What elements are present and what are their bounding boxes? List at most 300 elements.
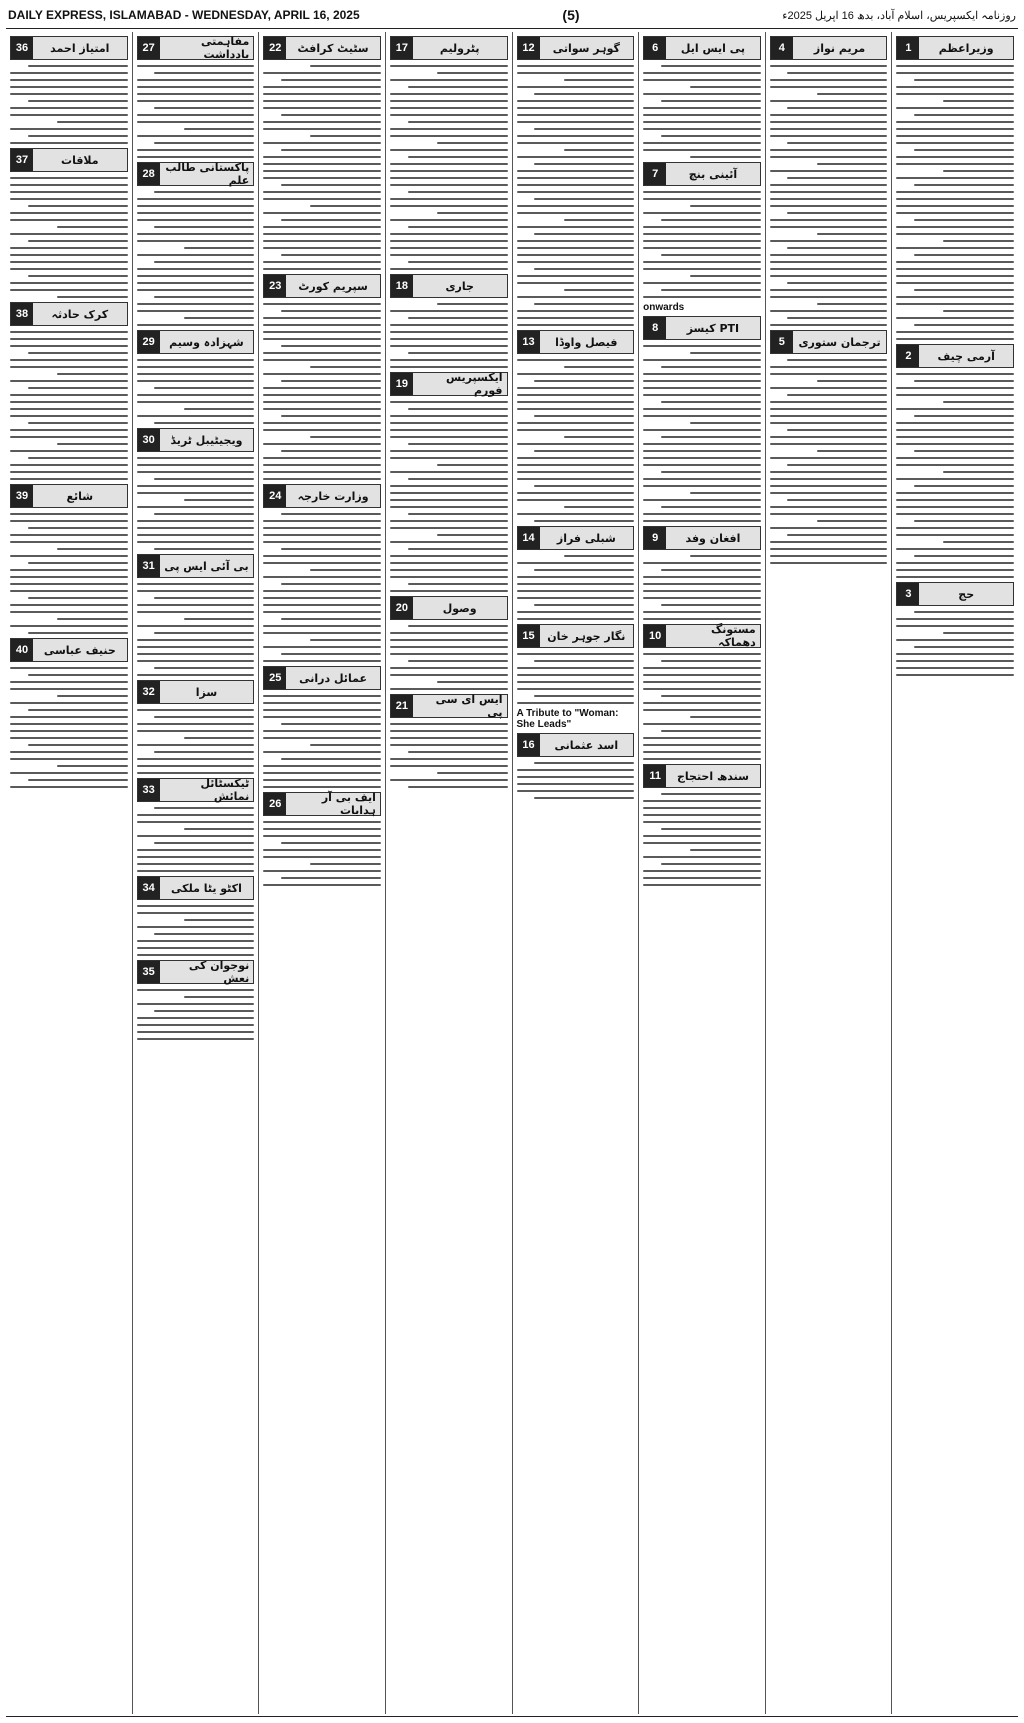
text-line [390, 219, 508, 221]
text-line [896, 233, 1014, 235]
text-line [643, 93, 761, 95]
text-line [517, 471, 635, 473]
news-column [6, 32, 132, 1714]
text-line [263, 429, 381, 431]
text-line [517, 121, 635, 123]
text-line [263, 632, 381, 634]
text-line [137, 254, 255, 256]
story-title: فیصل واوڈا [555, 335, 618, 349]
text-line [770, 240, 888, 242]
story-number-badge: 34 [138, 877, 160, 899]
text-line [896, 429, 1014, 431]
text-line [10, 408, 128, 410]
text-line [390, 730, 508, 732]
text-line [896, 443, 1014, 445]
text-line [263, 198, 381, 200]
text-line [770, 191, 888, 193]
text-line [281, 380, 381, 382]
text-line [787, 72, 887, 74]
masthead-urdu-dateline: روزنامہ ایکسپریس، اسلام آباد، بدھ 16 اپریل 2025ء [782, 9, 1016, 22]
text-line [137, 233, 255, 235]
story-title: گوہر سواتی [552, 41, 620, 55]
story-title: نگار جوہر خان [547, 629, 626, 643]
text-line [914, 79, 1014, 81]
text-line [10, 415, 128, 417]
news-story [263, 484, 381, 662]
text-line [817, 303, 888, 305]
text-line [154, 72, 254, 74]
text-line [281, 114, 381, 116]
text-line [643, 233, 761, 235]
text-line [137, 870, 255, 872]
text-line [390, 457, 508, 459]
story-heading [517, 624, 635, 648]
text-line [643, 877, 761, 879]
text-line [896, 247, 1014, 249]
text-line [517, 667, 635, 669]
text-line [517, 464, 635, 466]
text-line [28, 562, 128, 564]
text-line [390, 170, 508, 172]
text-line [643, 807, 761, 809]
text-line [390, 674, 508, 676]
text-line [437, 772, 508, 774]
news-story [263, 36, 381, 270]
text-line [896, 464, 1014, 466]
news-story [390, 596, 508, 690]
text-line [263, 107, 381, 109]
text-line [896, 639, 1014, 641]
news-story [10, 484, 128, 634]
news-story [643, 162, 761, 298]
text-line [770, 366, 888, 368]
text-line [137, 520, 255, 522]
story-number-badge: 15 [518, 625, 540, 647]
english-word: onwards [643, 302, 685, 313]
story-number-badge: 36 [11, 37, 33, 59]
story-body-text [896, 371, 1014, 578]
story-title: پی ایس ایل [680, 41, 745, 55]
text-line [281, 842, 381, 844]
text-line [914, 114, 1014, 116]
text-line [643, 597, 761, 599]
text-line [643, 520, 761, 522]
news-story [770, 330, 888, 564]
text-line [10, 534, 128, 536]
text-line [517, 401, 635, 403]
text-line [896, 576, 1014, 578]
text-line [770, 79, 888, 81]
text-line [184, 499, 255, 501]
story-number-badge: 27 [138, 37, 160, 59]
text-line [310, 65, 381, 67]
text-line [10, 464, 128, 466]
story-body-text [10, 329, 128, 480]
text-line [643, 443, 761, 445]
story-body-text [517, 63, 635, 326]
story-body-text [390, 399, 508, 592]
story-heading [643, 764, 761, 788]
text-line [390, 569, 508, 571]
text-line [184, 737, 255, 739]
text-line [10, 688, 128, 690]
text-line [281, 254, 381, 256]
text-line [263, 128, 381, 130]
text-line [10, 786, 128, 788]
text-line [390, 576, 508, 578]
text-line [310, 639, 381, 641]
text-line [517, 422, 635, 424]
text-line [10, 380, 128, 382]
text-line [896, 317, 1014, 319]
text-line [643, 345, 761, 347]
story-title: حج [958, 587, 975, 601]
text-line [28, 65, 128, 67]
text-line [770, 114, 888, 116]
story-body-text [137, 455, 255, 550]
story-title: وزارت خارجہ [297, 489, 369, 503]
text-line [28, 352, 128, 354]
text-line [28, 597, 128, 599]
text-line [137, 912, 255, 914]
text-line [263, 849, 381, 851]
text-line [10, 772, 128, 774]
text-line [643, 499, 761, 501]
text-line [817, 93, 888, 95]
text-line [564, 366, 635, 368]
text-line [896, 338, 1014, 340]
text-line [896, 457, 1014, 459]
text-line [137, 303, 255, 305]
text-line [564, 555, 635, 557]
text-line [263, 541, 381, 543]
story-heading [10, 638, 128, 662]
text-line [10, 268, 128, 270]
text-line [661, 100, 761, 102]
story-title: مریم نواز [813, 41, 866, 55]
story-heading [517, 733, 635, 757]
text-line [263, 226, 381, 228]
text-line [661, 135, 761, 137]
text-line [643, 79, 761, 81]
story-heading [263, 274, 381, 298]
text-line [534, 380, 634, 382]
text-line [661, 793, 761, 795]
text-line [281, 877, 381, 879]
text-line [137, 394, 255, 396]
text-line [137, 310, 255, 312]
news-story [263, 792, 381, 886]
text-line [770, 548, 888, 550]
story-number-badge: 21 [391, 695, 413, 717]
text-line [770, 373, 888, 375]
text-line [896, 387, 1014, 389]
text-line [517, 394, 635, 396]
story-number-badge: 2 [897, 345, 919, 367]
text-line [263, 191, 381, 193]
text-line [517, 387, 635, 389]
text-line [896, 618, 1014, 620]
text-line [408, 751, 508, 753]
text-line [408, 548, 508, 550]
story-title: کرک حادثہ [51, 307, 109, 321]
story-body-text [263, 511, 381, 662]
story-number-badge: 9 [644, 527, 666, 549]
text-line [787, 429, 887, 431]
text-line [390, 520, 508, 522]
text-line [390, 345, 508, 347]
story-title: حنیف عباسی [43, 643, 116, 657]
text-line [517, 100, 635, 102]
text-line [184, 317, 255, 319]
text-line [154, 513, 254, 515]
news-column [765, 32, 892, 1714]
text-line [390, 485, 508, 487]
text-line [408, 478, 508, 480]
text-line [390, 114, 508, 116]
text-line [137, 485, 255, 487]
text-line [534, 198, 634, 200]
text-line [914, 611, 1014, 613]
story-heading [643, 36, 761, 60]
text-line [643, 884, 761, 886]
text-line [787, 107, 887, 109]
text-line [137, 856, 255, 858]
text-line [896, 128, 1014, 130]
text-line [896, 625, 1014, 627]
text-line [137, 625, 255, 627]
story-heading [10, 484, 128, 508]
text-line [137, 590, 255, 592]
text-line [661, 436, 761, 438]
story-heading [390, 694, 508, 718]
text-line [10, 590, 128, 592]
text-line [914, 646, 1014, 648]
story-heading [896, 36, 1014, 60]
story-heading [643, 624, 761, 648]
text-line [390, 107, 508, 109]
text-line [10, 261, 128, 263]
news-story [390, 36, 508, 270]
text-line [914, 184, 1014, 186]
text-line [281, 618, 381, 620]
story-heading [137, 162, 255, 186]
text-line [896, 492, 1014, 494]
text-line [643, 758, 761, 760]
text-line [137, 723, 255, 725]
text-line [517, 408, 635, 410]
text-line [661, 366, 761, 368]
text-line [137, 212, 255, 214]
text-line [137, 989, 255, 991]
text-line [661, 730, 761, 732]
text-line [914, 520, 1014, 522]
text-line [896, 212, 1014, 214]
text-line [770, 485, 888, 487]
story-heading [263, 484, 381, 508]
text-line [263, 86, 381, 88]
text-line [408, 625, 508, 627]
text-line [10, 72, 128, 74]
text-line [690, 156, 761, 158]
text-line [643, 562, 761, 564]
text-line [770, 100, 888, 102]
text-line [137, 527, 255, 529]
text-line [564, 219, 635, 221]
text-line [517, 769, 635, 771]
text-line [643, 590, 761, 592]
story-title: سندھ احتجاج [676, 769, 749, 783]
text-line [534, 569, 634, 571]
text-line [517, 492, 635, 494]
text-line [408, 86, 508, 88]
text-line [437, 534, 508, 536]
text-line [10, 107, 128, 109]
text-line [564, 506, 635, 508]
story-number-badge: 37 [11, 149, 33, 171]
news-column [891, 32, 1018, 1714]
text-line [263, 884, 381, 886]
text-line [281, 653, 381, 655]
text-line [57, 443, 128, 445]
story-heading [896, 344, 1014, 368]
text-line [896, 198, 1014, 200]
news-story [10, 638, 128, 788]
text-line [390, 310, 508, 312]
news-story [137, 554, 255, 676]
text-line [517, 310, 635, 312]
text-line [281, 149, 381, 151]
story-body-text [263, 63, 381, 270]
text-line [263, 457, 381, 459]
text-line [10, 730, 128, 732]
text-line [184, 828, 255, 830]
text-line [184, 408, 255, 410]
story-body-text [643, 343, 761, 522]
text-line [643, 373, 761, 375]
story-body-text [643, 553, 761, 620]
text-line [137, 289, 255, 291]
text-line [10, 191, 128, 193]
text-line [517, 597, 635, 599]
text-line [408, 443, 508, 445]
text-line [263, 611, 381, 613]
text-line [770, 506, 888, 508]
text-line [534, 797, 634, 799]
text-line [390, 79, 508, 81]
text-line [137, 1038, 255, 1040]
story-title: وزیراعظم [938, 41, 994, 55]
text-line [154, 842, 254, 844]
text-line [896, 93, 1014, 95]
text-line [154, 1010, 254, 1012]
text-line [137, 660, 255, 662]
text-line [896, 205, 1014, 207]
text-line [770, 128, 888, 130]
news-story [517, 624, 635, 704]
text-line [281, 415, 381, 417]
text-line [787, 177, 887, 179]
text-line [943, 632, 1014, 634]
text-line [517, 282, 635, 284]
text-line [896, 163, 1014, 165]
story-title: پٹرولیم [439, 41, 480, 55]
text-line [137, 947, 255, 949]
text-line [517, 618, 635, 620]
text-line [10, 576, 128, 578]
text-line [263, 779, 381, 781]
story-heading [517, 526, 635, 550]
text-line [10, 702, 128, 704]
text-line [564, 149, 635, 151]
text-line [787, 464, 887, 466]
text-line [643, 394, 761, 396]
text-line [770, 443, 888, 445]
text-line [10, 520, 128, 522]
text-line [57, 765, 128, 767]
text-line [517, 142, 635, 144]
text-line [57, 226, 128, 228]
text-line [10, 233, 128, 235]
story-number-badge: 5 [771, 331, 793, 353]
story-heading [10, 36, 128, 60]
text-line [390, 338, 508, 340]
story-body-text [643, 791, 761, 886]
text-line [263, 702, 381, 704]
text-line [643, 653, 761, 655]
text-line [643, 114, 761, 116]
text-line [154, 716, 254, 718]
text-line [770, 121, 888, 123]
text-line [661, 506, 761, 508]
text-line [137, 198, 255, 200]
text-line [787, 142, 887, 144]
text-line [137, 65, 255, 67]
text-line [10, 478, 128, 480]
text-line [28, 779, 128, 781]
text-line [390, 779, 508, 781]
text-line [137, 1003, 255, 1005]
text-line [690, 422, 761, 424]
story-title: امتیاز احمد [50, 41, 110, 55]
text-line [263, 156, 381, 158]
text-line [10, 282, 128, 284]
text-line [263, 163, 381, 165]
news-columns [6, 32, 1018, 1714]
text-line [517, 576, 635, 578]
text-line [643, 702, 761, 704]
text-line [184, 128, 255, 130]
text-line [408, 156, 508, 158]
story-number-badge: 23 [264, 275, 286, 297]
text-line [390, 506, 508, 508]
news-story [643, 526, 761, 620]
text-line [10, 184, 128, 186]
text-line [943, 541, 1014, 543]
text-line [281, 345, 381, 347]
text-line [263, 751, 381, 753]
text-line [137, 765, 255, 767]
text-line [137, 1031, 255, 1033]
story-heading [263, 666, 381, 690]
story-body-text [10, 175, 128, 298]
text-line [57, 548, 128, 550]
text-line [643, 681, 761, 683]
text-line [10, 716, 128, 718]
text-line [10, 114, 128, 116]
text-line [10, 604, 128, 606]
story-heading [896, 582, 1014, 606]
